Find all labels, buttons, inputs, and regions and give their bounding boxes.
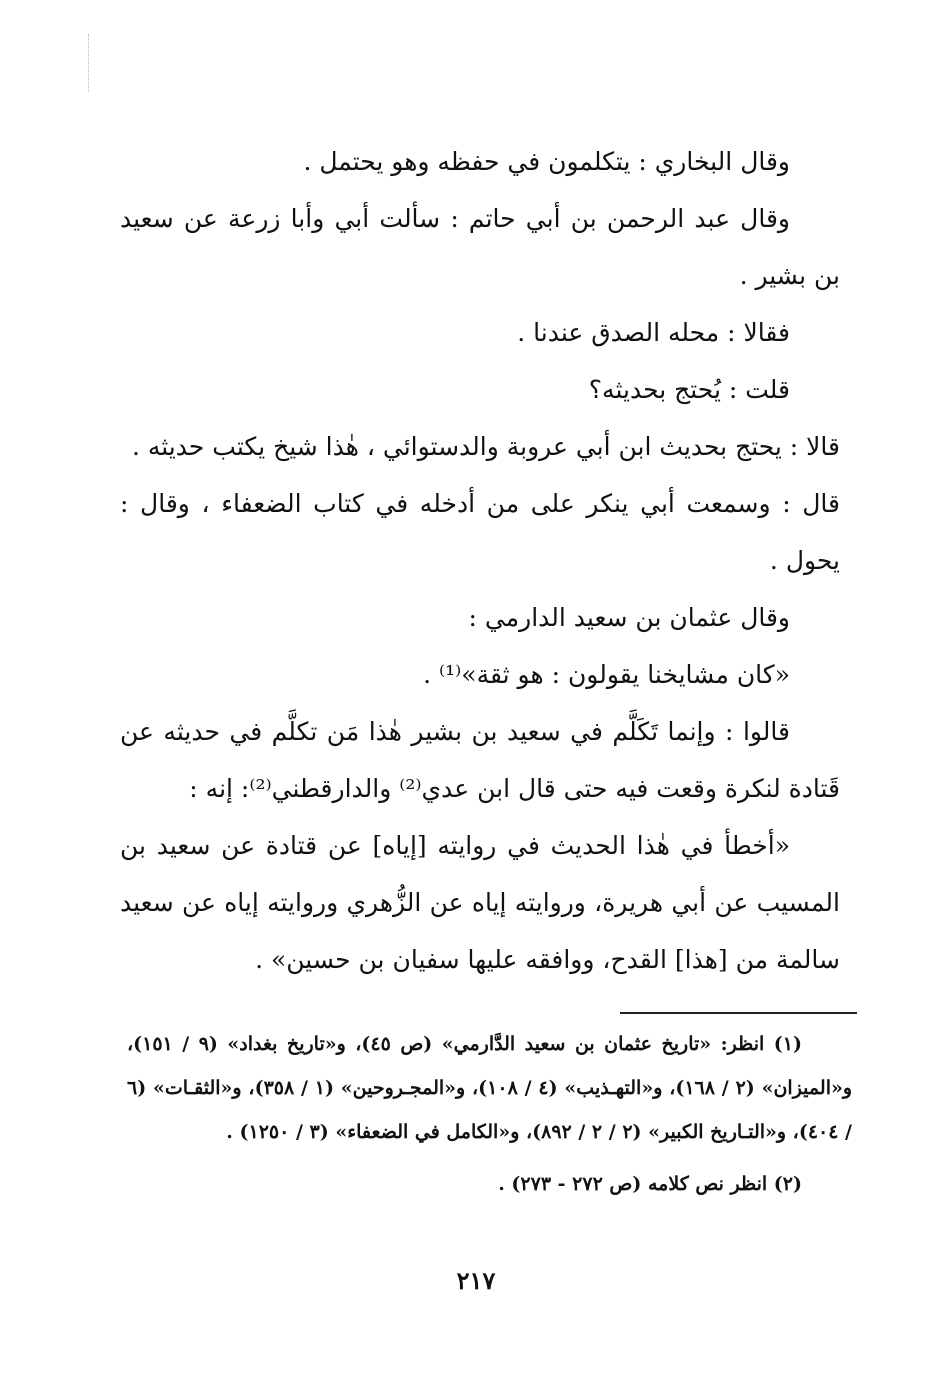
main-text [120,133,840,988]
paragraph-8: «كان مشايخنا يقولون : هو ثقة»⁽¹⁾ . [423,660,790,689]
footnote-divider [620,1012,857,1014]
footnotes [127,1022,852,1206]
paragraph-3: فقالا : محله الصدق عندنا . [517,318,790,347]
page-number: ٢١٧ [456,1266,496,1295]
paragraph-9: قالوا : وإنما تَكَلَّم في سعيد بن بشير هٰذا مَن تكلَّم في حديثه عن قَتادة لنكرة وقعت فيه حتى قال ابن عدي⁽²⁾ والدارقطني⁽²⁾: إنه : [120,717,840,803]
paragraph-4: قلت : يُحتج بحديثه؟ [588,375,790,404]
paragraph-2: وقال عبد الرحمن بن أبي حاتم : سألت أبي وأبا زرعة عن سعيد بن بشير . [120,204,840,290]
paragraph-5: قالا : يحتج بحديث ابن أبي عروبة والدستوائي ، هٰذا شيخ يكتب حديثه . [131,432,840,461]
paragraph-1: وقال البخاري : يتكلمون في حفظه وهو يحتمل . [303,147,790,176]
paragraph-6: قال : وسمعت أبي ينكر على من أدخله في كتاب الضعفاء ، وقال : يحول . [120,489,840,575]
footnote-1: (١) انظر: «تاريخ عثمان بن سعيد الدَّارمي» (ص ٤٥)، و«تاريخ بغداد» (٩ / ١٥١)، و«الميزان» (٢ / ١٦٨)، و«التهـذيب» (٤ / ١٠٨)، و«المجـروحين» (١ / ٣٥٨)، و«الثقـات» (٦ / ٤٠٤)، و«التـاريخ الكبير» (٢ / ٢ / ٨٩٢)، و«الكامل في الضعفاء» (٣ / ١٢٥٠) . [127,1033,853,1143]
margin-marks [88,34,89,92]
footnote-2: (٢) انظر نص كلامه (ص ٢٧٢ - ٢٧٣) . [498,1173,802,1195]
paragraph-7: وقال عثمان بن سعيد الدارمي : [468,603,790,632]
paragraph-10: «أخطأ في هٰذا الحديث في روايته [إياه] عن قتادة عن سعيد بن المسيب عن أبي هريرة، وروايته إياه عن الزُّهري وروايته إياه عن سعيد سالمة من [هذا] القدح، ووافقه عليها سفيان بن حسين» . [120,831,840,974]
